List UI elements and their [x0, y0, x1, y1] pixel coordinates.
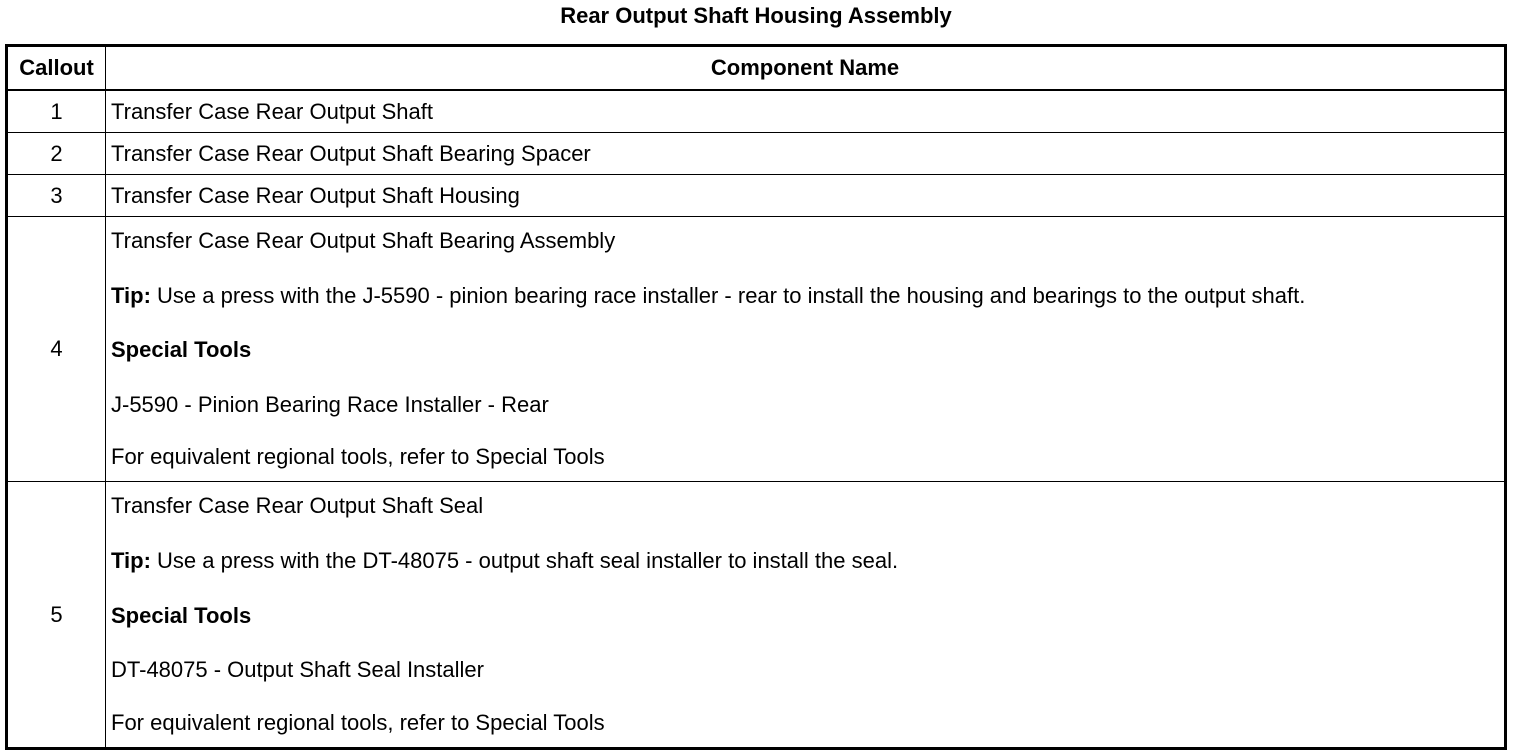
- table-row: [7, 175, 1506, 217]
- component-details: [106, 217, 1506, 482]
- callout-number: 4: [7, 217, 106, 482]
- special-tools-heading: Special Tools: [111, 337, 252, 363]
- component-details: [106, 482, 1506, 748]
- table-header-row: [7, 46, 1506, 91]
- table-row: [7, 217, 1506, 482]
- component-name: Transfer Case Rear Output Shaft Bearing Assembly: [111, 228, 616, 253]
- column-header-callout: Callout: [7, 46, 106, 91]
- callout-number: 3: [7, 175, 106, 217]
- components-table: [5, 44, 1507, 750]
- special-tools-heading: Special Tools: [111, 602, 252, 628]
- tip-paragraph: [111, 537, 1504, 592]
- tip-label: Tip:: [111, 547, 151, 573]
- special-tool-item: DT-48075 - Output Shaft Seal Installer: [111, 657, 484, 683]
- tip-paragraph: [111, 272, 1504, 327]
- special-tool-item: J-5590 - Pinion Bearing Race Installer - Rear: [111, 391, 549, 417]
- regional-tools-note: For equivalent regional tools, refer to Special Tools: [111, 444, 605, 470]
- tip-label: Tip:: [111, 282, 151, 308]
- regional-tools-note: For equivalent regional tools, refer to Special Tools: [111, 709, 605, 735]
- table-row: [7, 90, 1506, 133]
- component-name: Transfer Case Rear Output Shaft Seal: [111, 493, 484, 519]
- callout-number: 1: [7, 90, 106, 133]
- table-row: [7, 482, 1506, 748]
- callout-number: 5: [7, 482, 106, 748]
- column-header-component-name: Component Name: [106, 46, 1506, 91]
- page-title: Rear Output Shaft Housing Assembly: [560, 3, 952, 28]
- component-name: Transfer Case Rear Output Shaft Bearing Spacer: [106, 133, 1506, 175]
- component-name: Transfer Case Rear Output Shaft: [106, 90, 1506, 133]
- tip-text: Use a press with the DT-48075 - output shaft seal installer to install the seal.: [150, 547, 899, 573]
- callout-number: 2: [7, 133, 106, 175]
- table-row: [7, 133, 1506, 175]
- tip-text: Use a press with the J-5590 - pinion bearing race installer - rear to install the housing and bearings to the output shaft.: [150, 282, 1306, 308]
- component-name: Transfer Case Rear Output Shaft Housing: [106, 175, 1506, 217]
